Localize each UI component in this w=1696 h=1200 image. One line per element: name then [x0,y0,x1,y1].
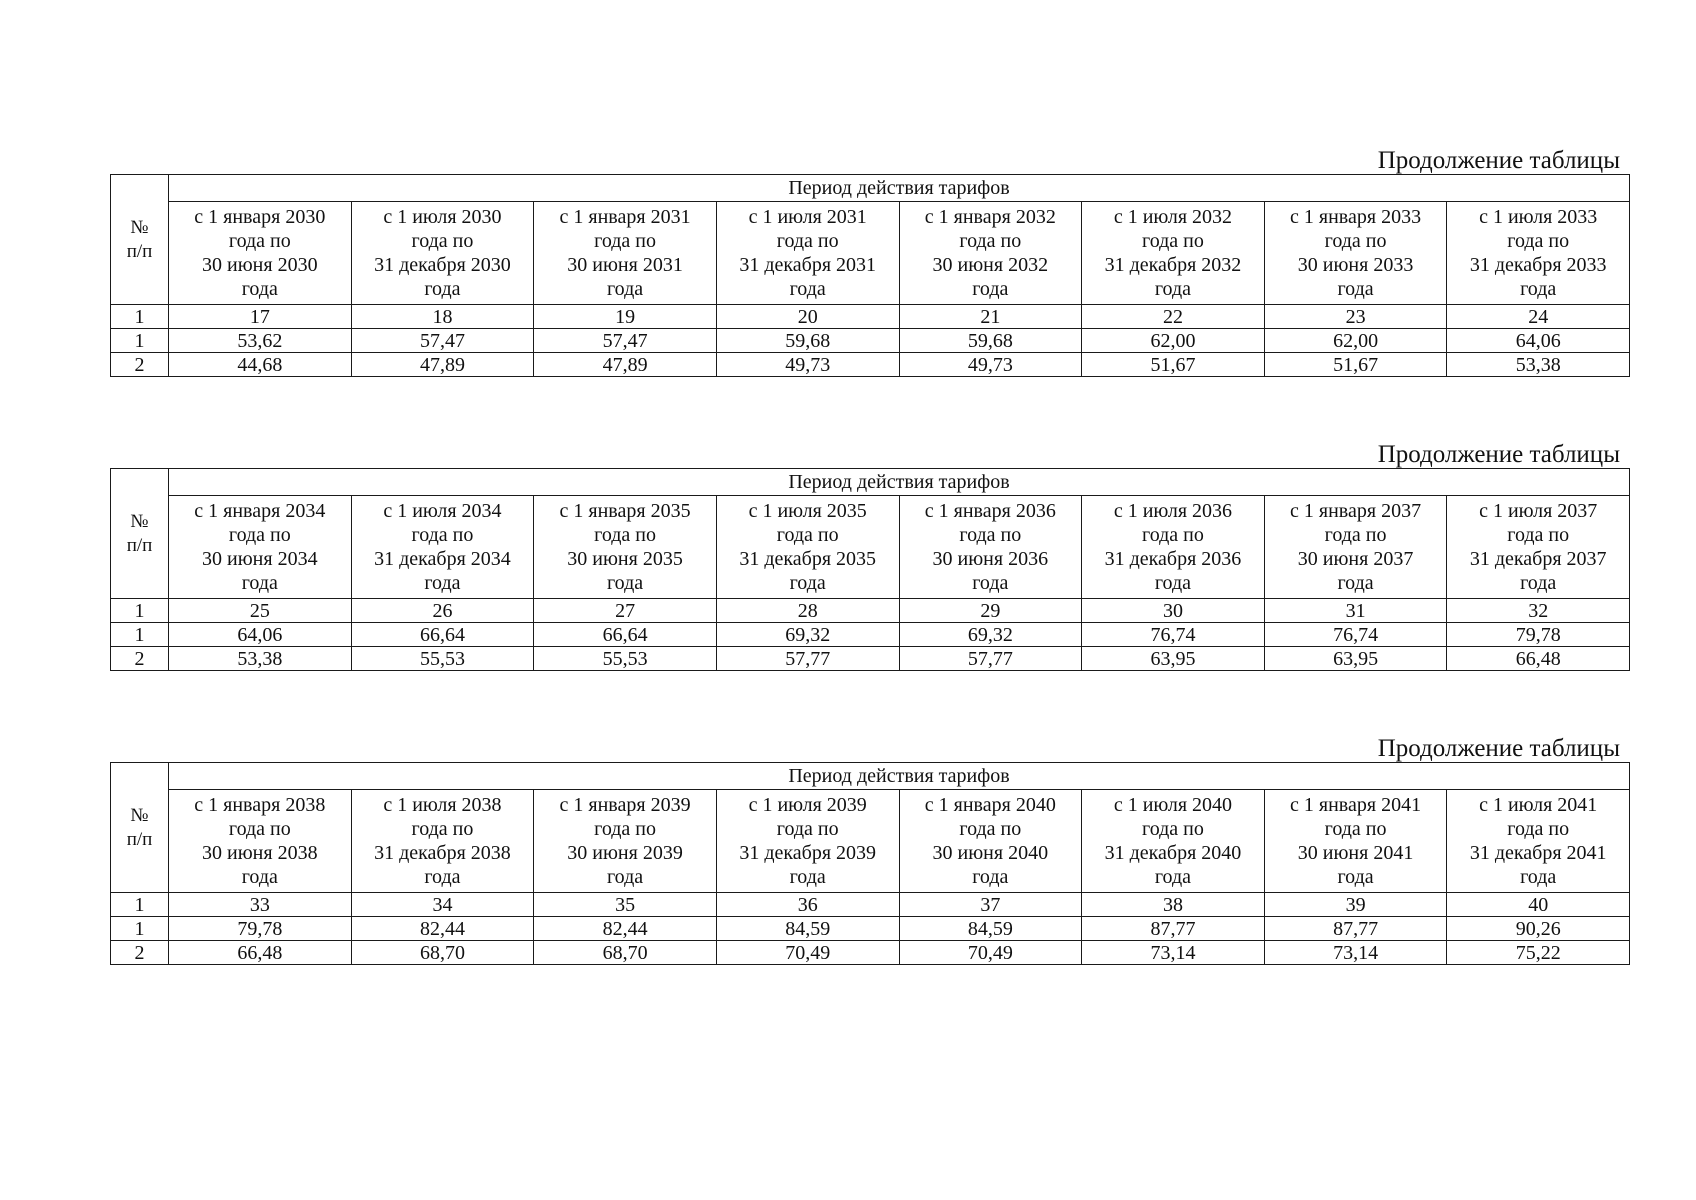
num-label: п/п [126,240,153,262]
tariff-value: 62,00 [1082,329,1265,353]
row-number: 2 [111,647,169,671]
column-number: 17 [169,305,352,329]
period-column-header: с 1 января 2038 года по 30 июня 2038 года [169,790,352,893]
period-column-header: с 1 января 2030 года по 30 июня 2030 года [169,202,352,305]
table-row [111,917,1630,941]
period-column-header: с 1 июля 2038 года по 31 декабря 2038 года [351,790,534,893]
column-number: 36 [716,893,899,917]
table-row [111,599,1630,623]
column-number: 33 [169,893,352,917]
column-number: 32 [1447,599,1630,623]
tariff-value: 44,68 [169,353,352,377]
tariff-value: 66,48 [1447,647,1630,671]
period-header: Период действия тарифов [169,763,1630,790]
period-column-header: с 1 июля 2039 года по 31 декабря 2039 года [716,790,899,893]
column-number: 23 [1264,305,1447,329]
period-header: Период действия тарифов [169,175,1630,202]
num-sign: № [130,510,149,532]
num-column-header [111,763,169,893]
column-number: 25 [169,599,352,623]
tariff-value: 70,49 [899,941,1082,965]
table-row [111,353,1630,377]
tariff-value: 59,68 [716,329,899,353]
column-number: 30 [1082,599,1265,623]
column-number: 27 [534,599,717,623]
tariff-block-3 [110,735,1630,980]
period-column-header: с 1 июля 2033 года по 31 декабря 2033 года [1447,202,1630,305]
period-column-header: с 1 января 2033 года по 30 июня 2033 года [1264,202,1447,305]
period-column-header: с 1 июля 2032 года по 31 декабря 2032 года [1082,202,1265,305]
tariff-value: 64,06 [1447,329,1630,353]
row-number: 1 [111,329,169,353]
period-column-header: с 1 июля 2041 года по 31 декабря 2041 года [1447,790,1630,893]
num-sign: № [130,216,149,238]
tariff-value: 87,77 [1264,917,1447,941]
tariff-value: 57,47 [351,329,534,353]
tariff-value: 90,26 [1447,917,1630,941]
num-label: п/п [126,828,153,850]
table-caption: Продолжение таблицы [1377,735,1620,762]
table-row [111,305,1630,329]
row-number: 2 [111,353,169,377]
num-label: п/п [126,534,153,556]
column-number: 35 [534,893,717,917]
tariff-value: 75,22 [1447,941,1630,965]
period-column-header: с 1 января 2041 года по 30 июня 2041 года [1264,790,1447,893]
period-column-header: с 1 января 2032 года по 30 июня 2032 года [899,202,1082,305]
table-row [111,623,1630,647]
tariff-value: 55,53 [351,647,534,671]
column-number: 21 [899,305,1082,329]
tariff-value: 53,38 [1447,353,1630,377]
tariff-table [110,762,1630,965]
tariff-value: 66,48 [169,941,352,965]
tariff-value: 62,00 [1264,329,1447,353]
tariff-value: 57,47 [534,329,717,353]
tariff-value: 79,78 [1447,623,1630,647]
tariff-value: 69,32 [899,623,1082,647]
tariff-value: 51,67 [1082,353,1265,377]
tariff-value: 69,32 [716,623,899,647]
tariff-table [110,174,1630,377]
tariff-value: 57,77 [716,647,899,671]
tariff-value: 66,64 [351,623,534,647]
period-column-header: с 1 января 2031 года по 30 июня 2031 года [534,202,717,305]
table-row [111,647,1630,671]
tariff-value: 49,73 [899,353,1082,377]
table-caption: Продолжение таблицы [1377,441,1620,468]
tariff-value: 55,53 [534,647,717,671]
column-number: 28 [716,599,899,623]
row-number: 1 [111,893,169,917]
period-column-header: с 1 января 2037 года по 30 июня 2037 года [1264,496,1447,599]
tariff-value: 79,78 [169,917,352,941]
tariff-block-1 [110,147,1630,392]
row-number: 1 [111,917,169,941]
period-column-header: с 1 января 2040 года по 30 июня 2040 года [899,790,1082,893]
num-sign: № [130,804,149,826]
tariff-value: 64,06 [169,623,352,647]
tariff-value: 63,95 [1264,647,1447,671]
row-number: 2 [111,941,169,965]
period-column-header: с 1 июля 2037 года по 31 декабря 2037 года [1447,496,1630,599]
column-number: 26 [351,599,534,623]
column-number: 20 [716,305,899,329]
period-column-header: с 1 января 2039 года по 30 июня 2039 года [534,790,717,893]
tariff-value: 82,44 [534,917,717,941]
tariff-value: 49,73 [716,353,899,377]
tariff-value: 47,89 [351,353,534,377]
tariff-value: 57,77 [899,647,1082,671]
tariff-value: 73,14 [1082,941,1265,965]
tariff-value: 68,70 [351,941,534,965]
tariff-value: 51,67 [1264,353,1447,377]
column-number: 31 [1264,599,1447,623]
tariff-value: 66,64 [534,623,717,647]
tariff-value: 47,89 [534,353,717,377]
column-number: 19 [534,305,717,329]
tariff-value: 84,59 [716,917,899,941]
period-column-header: с 1 января 2036 года по 30 июня 2036 года [899,496,1082,599]
column-number: 22 [1082,305,1265,329]
column-number: 40 [1447,893,1630,917]
tariff-value: 53,38 [169,647,352,671]
period-column-header: с 1 января 2035 года по 30 июня 2035 года [534,496,717,599]
period-header: Период действия тарифов [169,469,1630,496]
tariff-value: 63,95 [1082,647,1265,671]
column-number: 24 [1447,305,1630,329]
tariff-value: 87,77 [1082,917,1265,941]
column-number: 29 [899,599,1082,623]
column-number: 18 [351,305,534,329]
table-row [111,893,1630,917]
table-caption: Продолжение таблицы [1377,147,1620,174]
row-number: 1 [111,623,169,647]
row-number: 1 [111,599,169,623]
table-row [111,941,1630,965]
tariff-value: 76,74 [1264,623,1447,647]
tariff-value: 84,59 [899,917,1082,941]
num-column-header [111,469,169,599]
tariff-value: 73,14 [1264,941,1447,965]
table-row [111,329,1630,353]
num-column-header [111,175,169,305]
period-column-header: с 1 июля 2030 года по 31 декабря 2030 года [351,202,534,305]
tariff-table [110,468,1630,671]
tariff-value: 68,70 [534,941,717,965]
period-column-header: с 1 июля 2035 года по 31 декабря 2035 года [716,496,899,599]
tariff-value: 70,49 [716,941,899,965]
column-number: 39 [1264,893,1447,917]
period-column-header: с 1 июля 2036 года по 31 декабря 2036 года [1082,496,1265,599]
period-column-header: с 1 июля 2031 года по 31 декабря 2031 года [716,202,899,305]
row-number: 1 [111,305,169,329]
column-number: 37 [899,893,1082,917]
tariff-value: 76,74 [1082,623,1265,647]
tariff-value: 53,62 [169,329,352,353]
tariff-value: 59,68 [899,329,1082,353]
period-column-header: с 1 июля 2040 года по 31 декабря 2040 года [1082,790,1265,893]
tariff-value: 82,44 [351,917,534,941]
period-column-header: с 1 января 2034 года по 30 июня 2034 года [169,496,352,599]
tariff-block-2 [110,441,1630,686]
column-number: 34 [351,893,534,917]
period-column-header: с 1 июля 2034 года по 31 декабря 2034 года [351,496,534,599]
column-number: 38 [1082,893,1265,917]
